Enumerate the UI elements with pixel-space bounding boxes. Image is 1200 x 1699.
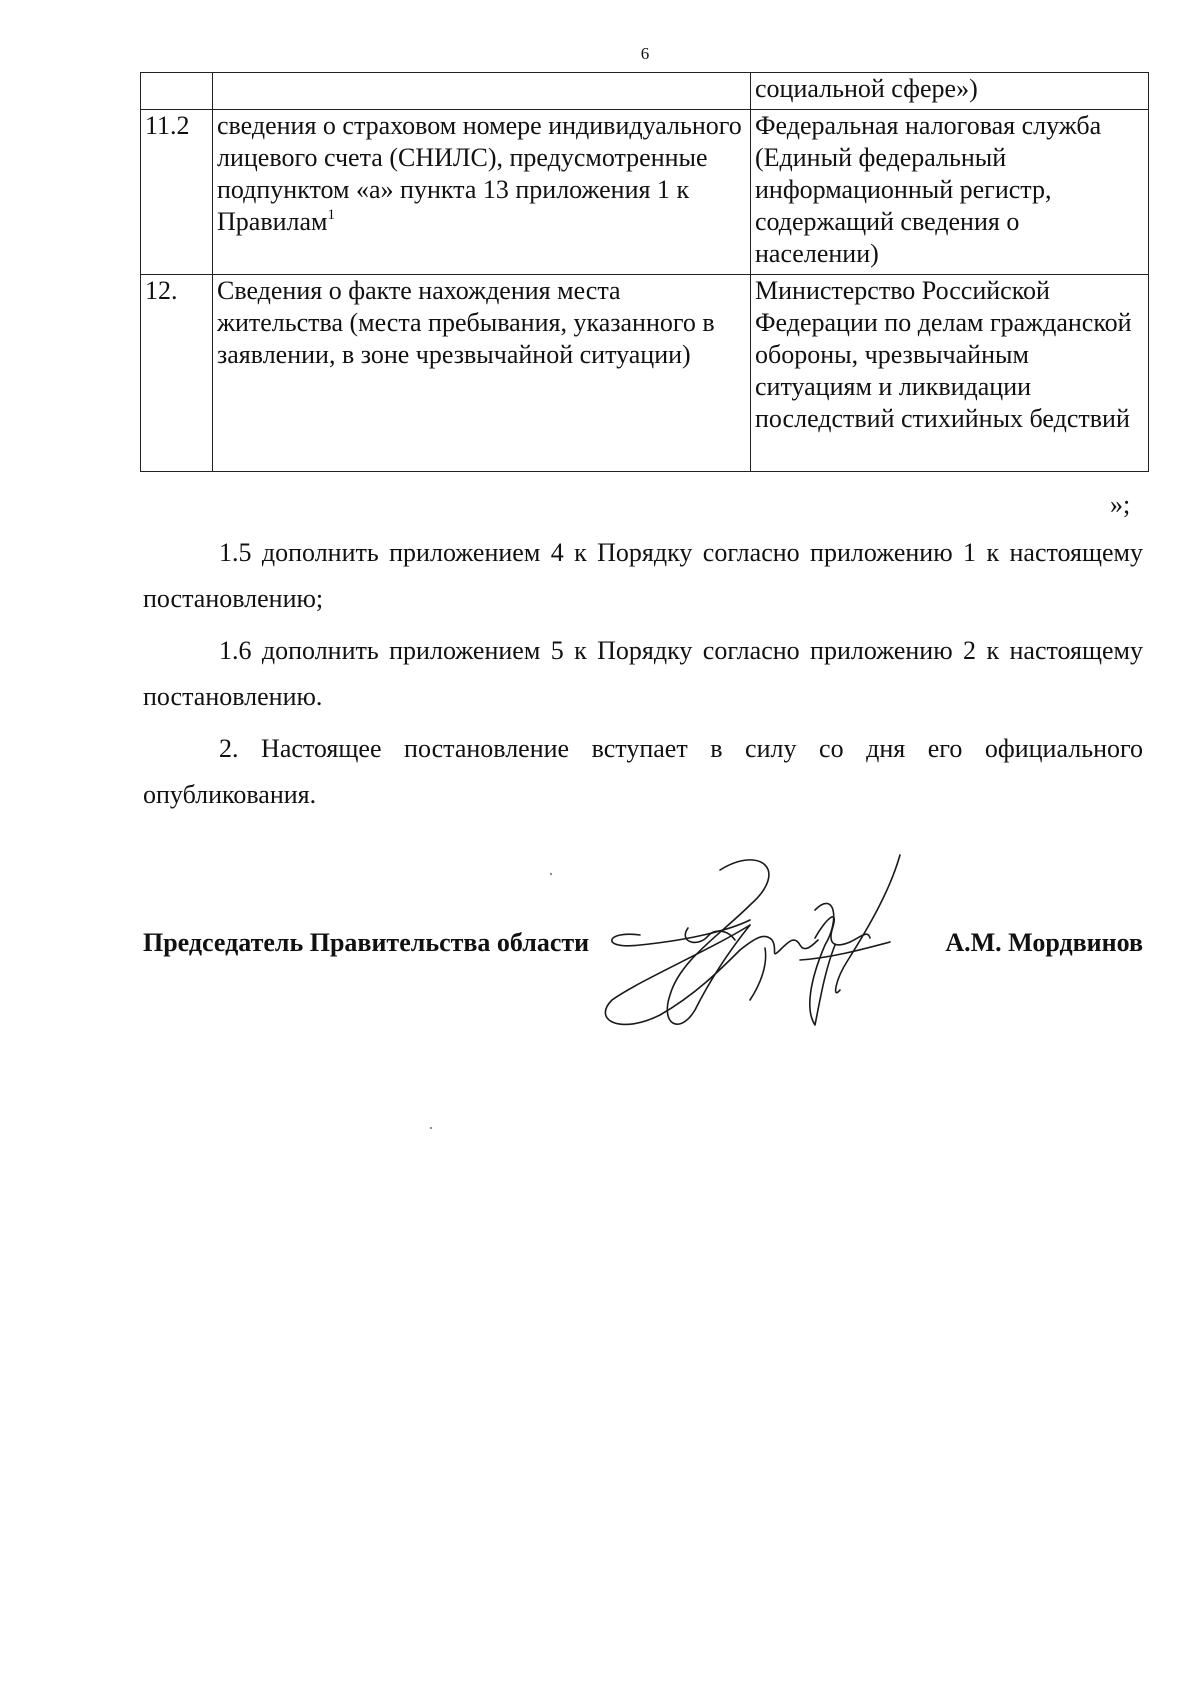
row-source: социальной сфере»): [751, 73, 1149, 110]
row-source: Министерство Российской Федерации по делам гражданской обороны, чрезвычайным ситуациям и ликвидации последствий стихийных бедствий: [751, 275, 1149, 472]
row-number: [141, 73, 213, 110]
signatory-name: А.М. Мордвинов: [945, 928, 1143, 957]
data-sources-table: [140, 72, 1149, 472]
scan-speck: [430, 1127, 432, 1129]
row-number: 11.2: [141, 110, 213, 275]
row-number: 12.: [141, 275, 213, 472]
paragraph-1-6: 1.6 дополнить приложением 5 к Порядку согласно приложению 2 к настоящему постановлению.: [143, 636, 1143, 711]
footnote-marker: 1: [327, 207, 335, 223]
table-row: [141, 110, 1149, 275]
scan-speck: [550, 873, 552, 875]
row-source: Федеральная налоговая служба (Единый федеральный информационный регистр, содержащий сведения о населении): [751, 110, 1149, 275]
row-description: Сведения о факте нахождения места жительства (места пребывания, указанного в заявлении, в зоне чрезвычайной ситуации): [213, 275, 751, 472]
signatory-position: Председатель Правительства области: [143, 928, 590, 957]
handwritten-signature-icon: [600, 850, 960, 1050]
paragraph-2: 2. Настоящее постановление вступает в силу со дня его официального опубликования.: [143, 734, 1143, 809]
row-description: сведения о страховом номере индивидуального лицевого счета (СНИЛС), предусмотренные подпунктом «а» пункта 13 приложения 1 к Правилам: [217, 111, 742, 236]
page-number: 6: [640, 44, 650, 63]
row-description: [213, 73, 751, 110]
table-row: [141, 275, 1149, 472]
row-description-cell: [213, 110, 751, 275]
table-row: [141, 73, 1149, 110]
closing-quote: »;: [1110, 490, 1131, 519]
paragraph-1-5: 1.5 дополнить приложением 4 к Порядку согласно приложению 1 к настоящему постановлению;: [143, 538, 1143, 613]
